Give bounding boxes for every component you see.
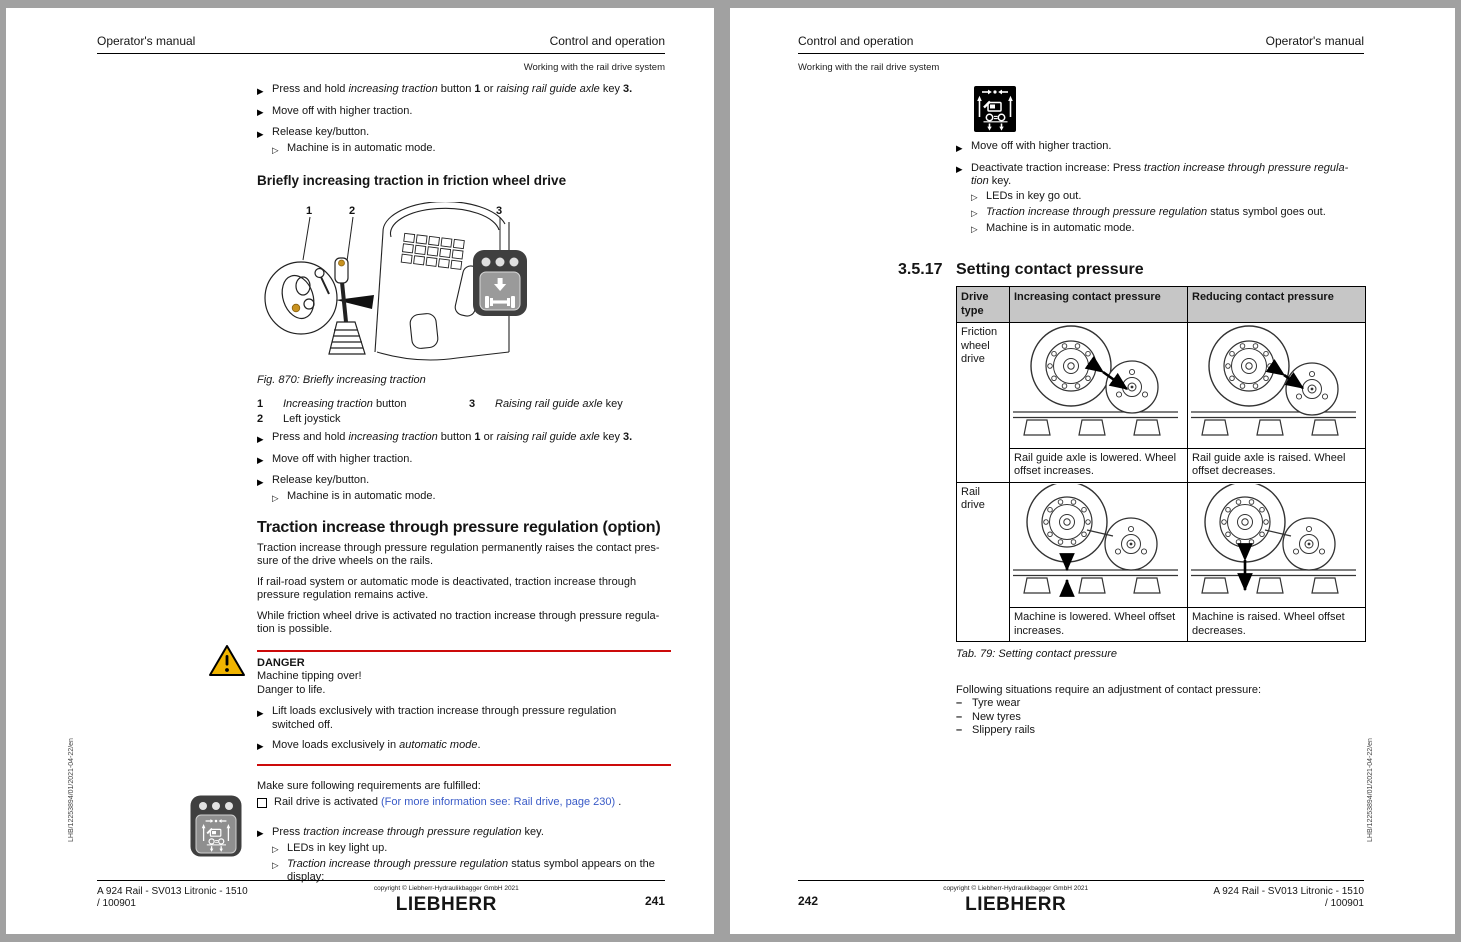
model-id: A 924 Rail - SV013 Litronic - 1510 / 100901	[97, 886, 248, 909]
bullet-icon: ▶	[257, 128, 264, 139]
column-header: Reducing contact pressure	[1188, 287, 1366, 323]
table-caption-cell: Machine is lowered. Wheel offset increases.	[1010, 608, 1188, 642]
bullet-icon: ▶	[257, 707, 264, 718]
instruction-bullet: ▶ Deactivate traction increase: Press traction increase through pressure regula- tion key.	[956, 161, 1349, 187]
liebherr-logo: LIEBHERR	[395, 893, 497, 915]
drive-type-cell: Rail drive	[957, 482, 1010, 642]
result-line: ▷ Machine is in automatic mode.	[272, 490, 671, 505]
instruction-bullet: ▶ Move off with higher traction.	[257, 105, 671, 120]
figure-caption: Fig. 870: Briefly increasing traction	[257, 373, 426, 386]
page-number: 242	[798, 894, 819, 908]
friction-increasing-illustration	[1010, 323, 1188, 449]
page-header	[798, 34, 1364, 54]
instruction-bullet: ▶ Release key/button.	[257, 474, 671, 489]
copyright-text: copyright © Liebherr-Hydraulikbagger GmbH 2021	[943, 885, 1089, 892]
list-item: – Tyre wear	[956, 697, 1021, 709]
header-left-title: Operator's manual	[97, 34, 196, 48]
bullet-icon: ▶	[257, 433, 264, 444]
header-right-title: Operator's manual	[1265, 34, 1364, 48]
traction-increase-key-icon	[190, 795, 242, 862]
result-icon: ▷	[272, 492, 279, 503]
table-row	[957, 608, 1366, 642]
callout-2: 2	[349, 204, 356, 217]
danger-title: DANGER	[257, 656, 305, 669]
rail-increasing-illustration	[1010, 482, 1188, 608]
copyright-text: copyright © Liebherr-Hydraulikbagger GmbH 2021	[373, 885, 519, 892]
table-caption-cell: Rail guide axle is raised. Wheel offset decreases.	[1188, 448, 1366, 482]
paragraph: Traction increase through pressure regulation permanently raises the contact pres- sure of the drive wheels on the rails.	[257, 541, 660, 567]
page-footer	[97, 880, 665, 914]
situations-intro: Following situations require an adjustment of contact pressure:	[956, 683, 1262, 696]
result-icon: ▷	[272, 860, 279, 870]
bullet-icon: ▶	[956, 164, 963, 174]
bullet-icon: ▶	[257, 85, 264, 96]
liebherr-logo: LIEBHERR	[965, 893, 1067, 915]
table-row	[957, 448, 1366, 482]
instruction-bullet: ▶ Press traction increase through pressure regulation key.	[257, 826, 671, 841]
header-right-title: Control and operation	[549, 34, 665, 48]
requirements-intro: Make sure following requirements are fulfilled:	[257, 779, 481, 792]
manual-page-241	[6, 8, 714, 934]
contact-pressure-table	[956, 286, 1366, 642]
result-icon: ▷	[971, 208, 978, 218]
result-icon: ▷	[272, 144, 279, 155]
paragraph: While friction wheel drive is activated no traction increase through pressure regula- tion is possible.	[257, 609, 660, 635]
warning-triangle-icon	[208, 644, 246, 683]
callout-3: 3	[496, 204, 503, 217]
bullet-icon: ▶	[257, 741, 264, 751]
table-caption-cell: Rail guide axle is lowered. Wheel offset increases.	[1010, 448, 1188, 482]
table-row	[957, 323, 1366, 449]
result-icon: ▷	[272, 844, 279, 854]
figure-870-illustration	[257, 202, 671, 368]
page-number: 241	[644, 894, 665, 908]
instruction-bullet: ▶ Move loads exclusively in automatic mode.	[257, 739, 671, 754]
model-id: A 924 Rail - SV013 Litronic - 1510 / 100901	[1213, 886, 1364, 909]
bullet-icon: ▶	[257, 476, 264, 487]
result-line: ▷ Traction increase through pressure regulation status symbol goes out.	[971, 206, 1370, 221]
column-header: Increasing contact pressure	[1010, 287, 1188, 323]
header-section-path: Working with the rail drive system	[523, 62, 665, 73]
bullet-icon: ▶	[257, 455, 264, 465]
page-content	[257, 80, 671, 885]
bullet-icon: ▶	[257, 107, 264, 117]
instruction-bullet: ▶ Release key/button.	[257, 126, 671, 141]
page-content	[898, 138, 1370, 738]
cross-reference-link[interactable]: (For more information see: Rail drive, page 230)	[381, 796, 616, 808]
figure-870	[257, 202, 671, 368]
result-line: ▷ Traction increase through pressure regulation status symbol appears on the display:	[272, 857, 655, 883]
result-icon: ▷	[971, 192, 978, 202]
section-title: Setting contact pressure	[956, 260, 1144, 278]
header-left-title: Control and operation	[798, 34, 914, 48]
page-footer	[798, 880, 1364, 914]
header-section-path: Working with the rail drive system	[798, 62, 940, 73]
friction-reducing-illustration	[1188, 323, 1366, 449]
instruction-bullet: ▶ Lift loads exclusively with traction increase through pressure regulation switched off.	[257, 705, 617, 731]
bullet-icon: ▶	[257, 828, 264, 838]
document-code-vertical: LHB/12253894/01/2021-04-22/en	[1367, 738, 1374, 842]
drive-type-cell: Friction wheel drive	[957, 323, 1010, 483]
traction-increase-status-symbol-icon	[974, 86, 1016, 137]
dash-icon: –	[956, 697, 963, 709]
list-item: – Slippery rails	[956, 724, 1035, 736]
dash-icon: –	[956, 724, 963, 736]
callout-1: 1	[306, 204, 313, 217]
bullet-icon: ▶	[956, 142, 963, 153]
dash-icon: –	[956, 710, 963, 723]
rail-reducing-illustration	[1188, 482, 1366, 608]
numbered-section-heading	[898, 260, 1370, 278]
table-caption-cell: Machine is raised. Wheel offset decreases.	[1188, 608, 1366, 642]
section-heading: Traction increase through pressure regulation (option)	[257, 519, 661, 536]
requirement-item: Rail drive is activated (For more information see: Rail drive, page 230) .	[257, 796, 671, 810]
section-number: 3.5.17	[898, 260, 943, 278]
result-line: ▷ LEDs in key light up.	[272, 842, 671, 857]
subsection-heading: Briefly increasing traction in friction wheel drive	[257, 173, 567, 188]
figure-legend: 1 Increasing traction button 3 Raising rail guide axle key 2 Left joystick	[257, 398, 623, 425]
table-caption: Tab. 79: Setting contact pressure	[956, 648, 1118, 660]
list-item: – New tyres	[956, 710, 1021, 723]
paragraph: If rail-road system or automatic mode is deactivated, traction increase through pressure regulation remains active.	[257, 575, 637, 601]
instruction-bullet: ▶ Press and hold increasing traction button 1 or raising rail guide axle key 3.	[257, 431, 671, 446]
instruction-bullet: ▶ Press and hold increasing traction button 1 or raising rail guide axle key 3.	[257, 83, 671, 98]
danger-box: DANGER Machine tipping over! Danger to life. ▶ Lift loads exclusively with traction increase through pressure regulation switched off. ▶ Move loads exclusively in automatic mode.	[257, 650, 671, 766]
page-header	[97, 34, 665, 54]
checkbox-icon	[257, 798, 267, 808]
table-row	[957, 482, 1366, 608]
document-code-vertical: LHB/12253894/01/2021-04-22/en	[68, 738, 75, 842]
result-line: ▷ LEDs in key go out.	[971, 190, 1370, 205]
instruction-bullet: ▶ Move off with higher traction.	[956, 140, 1370, 155]
manual-page-242	[730, 8, 1455, 934]
result-line: ▷ Machine is in automatic mode.	[971, 222, 1370, 237]
column-header: Drive type	[957, 287, 1010, 323]
instruction-bullet: ▶ Move off with higher traction.	[257, 453, 671, 468]
raising-rail-guide-axle-key-icon	[473, 250, 527, 316]
result-icon: ▷	[971, 224, 978, 234]
result-line: ▷ Machine is in automatic mode.	[272, 142, 671, 157]
